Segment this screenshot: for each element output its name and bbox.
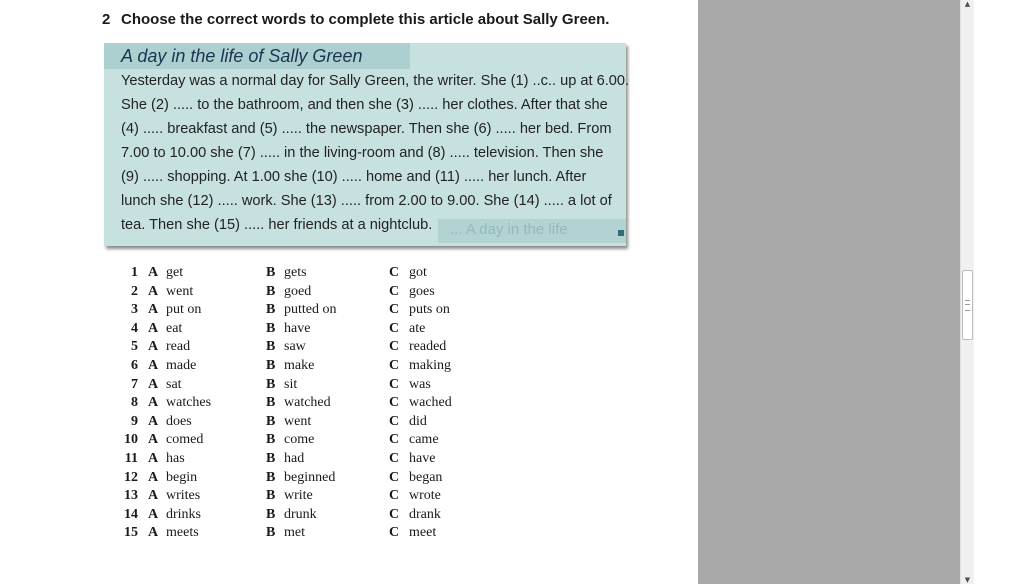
article-footer-tag: [438, 219, 626, 243]
question-number: 4: [131, 320, 138, 336]
option-word-c: ate: [409, 320, 426, 336]
option-word-b: met: [284, 525, 305, 541]
option-word-c: wached: [409, 395, 452, 411]
option-word-c: began: [409, 469, 443, 485]
option-row: [119, 431, 479, 450]
option-row: [119, 450, 479, 469]
option-letter-b: B: [266, 376, 276, 392]
option-letter-c: C: [389, 283, 400, 299]
option-word-c: got: [409, 265, 427, 280]
option-word-a: has: [166, 450, 185, 466]
option-word-b: went: [284, 413, 312, 429]
option-letter-c: C: [389, 525, 400, 541]
option-letter-b: B: [266, 469, 276, 485]
option-letter-c: C: [389, 469, 400, 485]
option-word-b: write: [284, 488, 313, 504]
option-row: [119, 487, 479, 506]
option-word-b: come: [284, 432, 315, 448]
option-word-c: wrote: [409, 488, 441, 504]
option-row: [119, 283, 479, 302]
option-word-c: drank: [409, 506, 441, 522]
option-letter-a: A: [148, 265, 159, 280]
option-word-a: get: [166, 265, 184, 280]
option-letter-a: A: [148, 376, 159, 392]
option-row: [119, 320, 479, 339]
option-row: [119, 469, 479, 488]
option-word-b: saw: [284, 339, 306, 355]
option-letter-a: A: [148, 339, 159, 355]
question-number: 6: [131, 357, 138, 373]
option-word-a: made: [166, 357, 197, 373]
option-word-a: eat: [166, 320, 183, 336]
question-number: 15: [124, 525, 138, 541]
option-row: [119, 357, 479, 376]
option-word-c: meet: [409, 525, 437, 541]
option-letter-b: B: [266, 506, 276, 522]
question-number: 10: [124, 432, 138, 448]
option-letter-a: A: [148, 283, 159, 299]
option-letter-c: C: [389, 506, 400, 522]
option-word-c: came: [409, 432, 439, 448]
option-word-c: puts on: [409, 302, 450, 318]
question-number: 11: [124, 450, 138, 466]
article-line: Yesterday was a normal day for Sally Green, the writer. She (1) ..c.. up at 6.00.: [121, 73, 630, 89]
option-word-b: goed: [284, 283, 312, 299]
footer-tag-text: ... A day in the life: [450, 221, 568, 238]
option-letter-a: A: [148, 469, 159, 485]
option-letter-b: B: [266, 395, 276, 411]
option-letter-a: A: [148, 413, 159, 429]
vertical-scrollbar[interactable]: [960, 0, 974, 584]
grip-icon: [965, 300, 970, 311]
option-word-a: watches: [166, 395, 212, 411]
option-word-a: begin: [166, 469, 198, 485]
article-line: (4) ..... breakfast and (5) ..... the newspaper. Then she (6) ..... her bed. From: [121, 121, 612, 137]
article-line: 7.00 to 10.00 she (7) ..... in the living-room and (8) ..... television. Then she: [121, 145, 604, 161]
option-word-b: putted on: [284, 302, 337, 318]
option-word-b: sit: [284, 376, 298, 392]
option-word-a: put on: [166, 302, 202, 318]
question-number: 2: [131, 283, 138, 299]
article-line: lunch she (12) ..... work. She (13) ..... from 2.00 to 9.00. She (14) ..... a lot of: [121, 193, 612, 209]
exercise-number: 2: [102, 11, 111, 28]
window-margin: [974, 0, 1024, 584]
option-word-a: drinks: [166, 506, 201, 522]
article-line: She (2) ..... to the bathroom, and then she (3) ..... her clothes. After that she: [121, 97, 608, 113]
question-number: 12: [124, 469, 138, 485]
option-letter-c: C: [389, 413, 400, 429]
option-letter-a: A: [148, 302, 159, 318]
option-row: [119, 394, 479, 413]
scrollbar-thumb[interactable]: [962, 270, 973, 340]
option-word-a: went: [166, 283, 194, 299]
question-number: 7: [131, 376, 138, 392]
option-word-b: make: [284, 357, 315, 373]
option-letter-c: C: [389, 357, 400, 373]
option-word-c: readed: [409, 339, 447, 355]
question-number: 8: [131, 395, 138, 411]
question-number: 13: [124, 488, 138, 504]
option-letter-b: B: [266, 432, 276, 448]
article-title: A day in the life of Sally Green: [121, 46, 363, 66]
article-line: tea. Then she (15) ..... her friends at a nightclub.: [121, 217, 433, 233]
option-word-a: writes: [166, 488, 201, 504]
question-number: 5: [131, 339, 138, 355]
question-number: 14: [124, 506, 138, 522]
option-word-b: watched: [284, 395, 331, 411]
option-letter-c: C: [389, 339, 400, 355]
option-word-b: drunk: [284, 506, 317, 522]
option-row: [119, 264, 479, 283]
option-letter-a: A: [148, 506, 159, 522]
option-letter-a: A: [148, 395, 159, 411]
option-row: [119, 338, 479, 357]
option-letter-a: A: [148, 320, 159, 336]
option-row: [119, 376, 479, 395]
option-word-a: meets: [166, 525, 199, 541]
option-letter-b: B: [266, 320, 276, 336]
exercise-heading: [102, 11, 662, 28]
option-word-a: does: [166, 413, 192, 429]
option-word-c: was: [409, 376, 431, 392]
option-letter-b: B: [266, 339, 276, 355]
option-letter-a: A: [148, 357, 159, 373]
option-letter-b: B: [266, 265, 276, 280]
option-letter-b: B: [266, 413, 276, 429]
option-letter-b: B: [266, 525, 276, 541]
option-letter-c: C: [389, 432, 400, 448]
option-row: [119, 413, 479, 432]
article-box: [104, 43, 630, 246]
option-letter-c: C: [389, 376, 400, 392]
article-title-band: [104, 43, 410, 69]
option-letter-b: B: [266, 450, 276, 466]
option-word-c: have: [409, 450, 436, 466]
option-word-b: gets: [284, 265, 307, 280]
question-number: 3: [131, 302, 138, 318]
scroll-down-arrow-icon[interactable]: ▼: [964, 576, 971, 584]
option-row: [119, 301, 479, 320]
answer-options-table: [119, 264, 479, 543]
option-letter-c: C: [389, 302, 400, 318]
option-word-c: making: [409, 357, 451, 373]
option-word-a: read: [166, 339, 191, 355]
square-bullet-icon: [618, 230, 624, 236]
option-letter-b: B: [266, 488, 276, 504]
question-number: 1: [131, 265, 138, 280]
option-letter-c: C: [389, 450, 400, 466]
option-word-b: beginned: [284, 469, 336, 485]
option-row: [119, 506, 479, 525]
option-letter-a: A: [148, 450, 159, 466]
option-word-a: sat: [166, 376, 182, 392]
article-line: (9) ..... shopping. At 1.00 she (10) ..... home and (11) ..... her lunch. After: [121, 169, 587, 185]
option-letter-b: B: [266, 302, 276, 318]
option-word-b: had: [284, 450, 305, 466]
option-letter-c: C: [389, 488, 400, 504]
option-word-c: did: [409, 413, 427, 429]
option-word-b: have: [284, 320, 311, 336]
scroll-up-arrow-icon[interactable]: ▲: [964, 0, 971, 8]
article-body: [121, 69, 630, 237]
option-word-a: comed: [166, 432, 204, 448]
option-letter-b: B: [266, 357, 276, 373]
option-letter-b: B: [266, 283, 276, 299]
option-letter-c: C: [389, 395, 400, 411]
viewer-background: [698, 0, 960, 584]
option-letter-a: A: [148, 488, 159, 504]
option-letter-c: C: [389, 265, 400, 280]
option-letter-a: A: [148, 432, 159, 448]
option-row: [119, 524, 479, 543]
exercise-instruction: Choose the correct words to complete this article about Sally Green.: [121, 11, 610, 28]
option-word-c: goes: [409, 283, 435, 299]
question-number: 9: [131, 413, 138, 429]
option-letter-c: C: [389, 320, 400, 336]
option-letter-a: A: [148, 525, 159, 541]
